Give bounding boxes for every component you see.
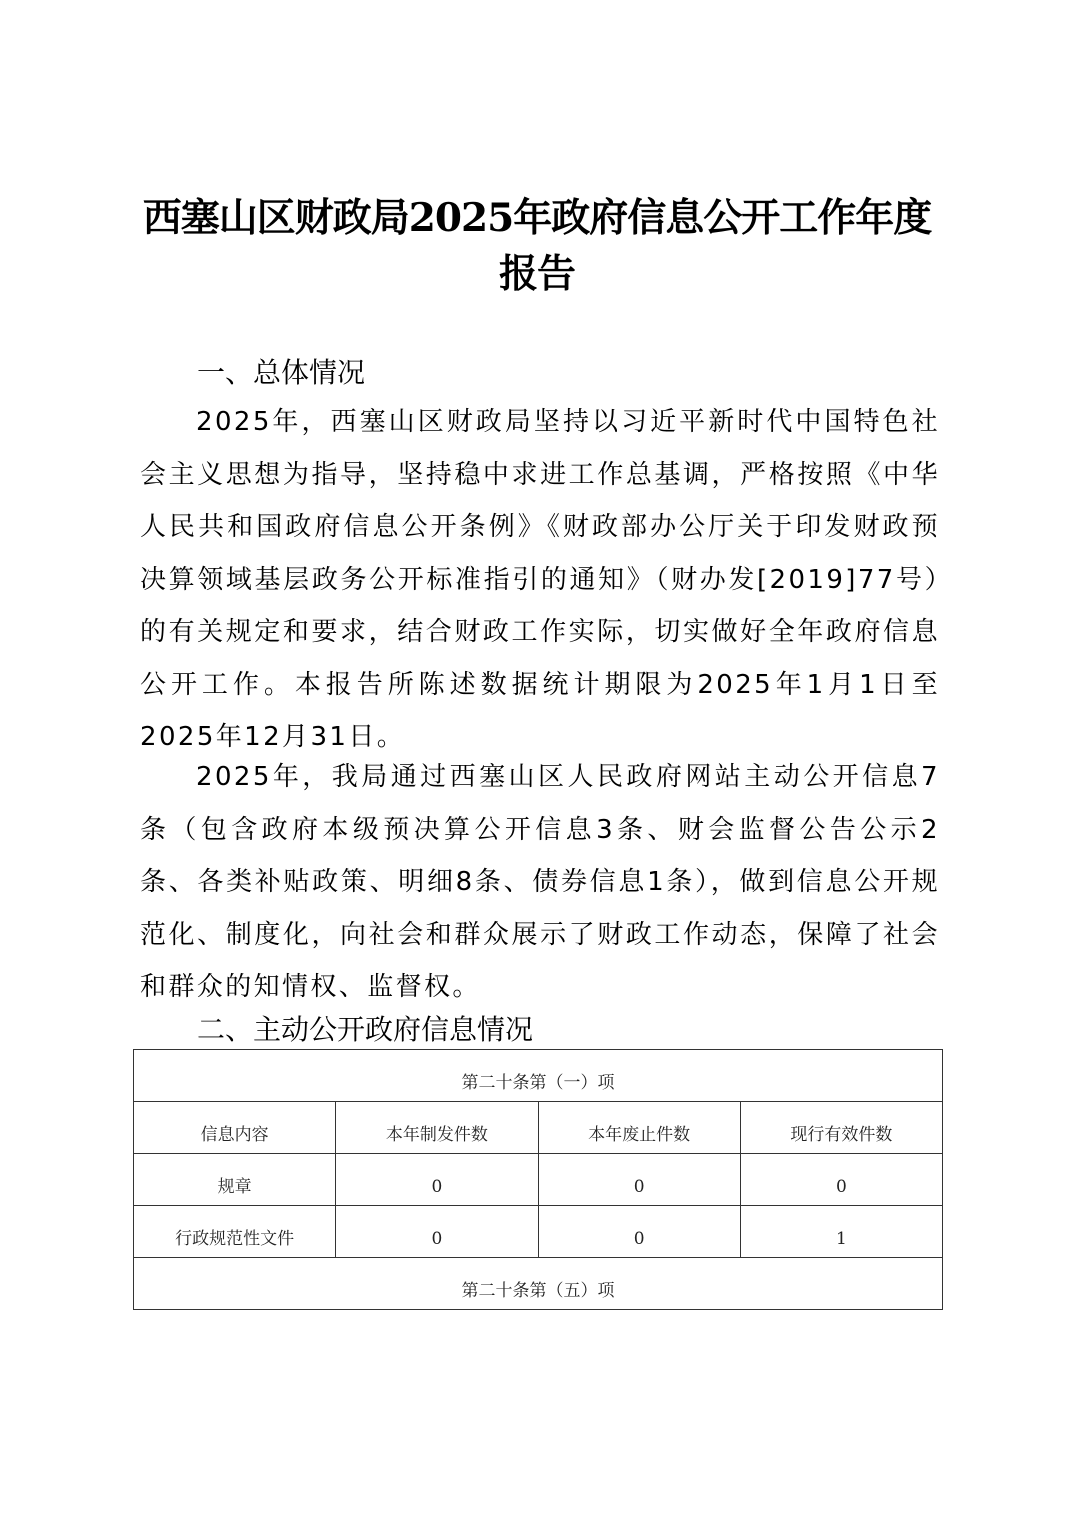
- table-row: [134, 1206, 943, 1258]
- table-cell: 0: [538, 1206, 740, 1258]
- column-header: 本年废止件数: [538, 1102, 740, 1154]
- overview-paragraph-2: 2025年，我局通过西塞山区人民政府网站主动公开信息7条（包含政府本级预决算公开信息3条、财会监督公告公示2条、各类补贴政策、明细8条、债券信息1条），做到信息公开规范化、制度化，向社会和群众展示了财政工作动态，保障了社会和群众的知情权、监督权。: [140, 762, 940, 1002]
- report-title: 西塞山区财政局2025年政府信息公开工作年度报告: [142, 195, 932, 297]
- table-cell: 规章: [134, 1154, 336, 1206]
- table-header-row: [134, 1102, 943, 1154]
- table-section-row: [134, 1258, 943, 1310]
- section-heading-overview: 一、总体情况: [197, 356, 366, 389]
- table-section-row: [134, 1050, 943, 1102]
- table-cell: 行政规范性文件: [134, 1206, 336, 1258]
- table-cell: 1: [740, 1206, 942, 1258]
- table-cell: 0: [336, 1206, 538, 1258]
- table-section-label: 第二十条第（五）项: [134, 1258, 943, 1310]
- table-cell: 0: [336, 1154, 538, 1206]
- overview-paragraph-1: 2025年，西塞山区财政局坚持以习近平新时代中国特色社会主义思想为指导，坚持稳中求进工作总基调，严格按照《中华人民共和国政府信息公开条例》《财政部办公厅关于印发财政预决算领域基层政务公开标准指引的通知》（财办发[2019]77号）的有关规定和要求，结合财政工作实际，切实做好全年政府信息公开工作。本报告所陈述数据统计期限为2025年1月1日至2025年12月31日。: [140, 407, 940, 752]
- table-cell: 0: [740, 1154, 942, 1206]
- table-cell: 0: [538, 1154, 740, 1206]
- table-section-label: 第二十条第（一）项: [134, 1050, 943, 1102]
- disclosure-table: [133, 1049, 943, 1310]
- column-header: 现行有效件数: [740, 1102, 942, 1154]
- column-header: 本年制发件数: [336, 1102, 538, 1154]
- table-row: [134, 1154, 943, 1206]
- section-heading-active-disclosure: 二、主动公开政府信息情况: [197, 1013, 534, 1046]
- column-header: 信息内容: [134, 1102, 336, 1154]
